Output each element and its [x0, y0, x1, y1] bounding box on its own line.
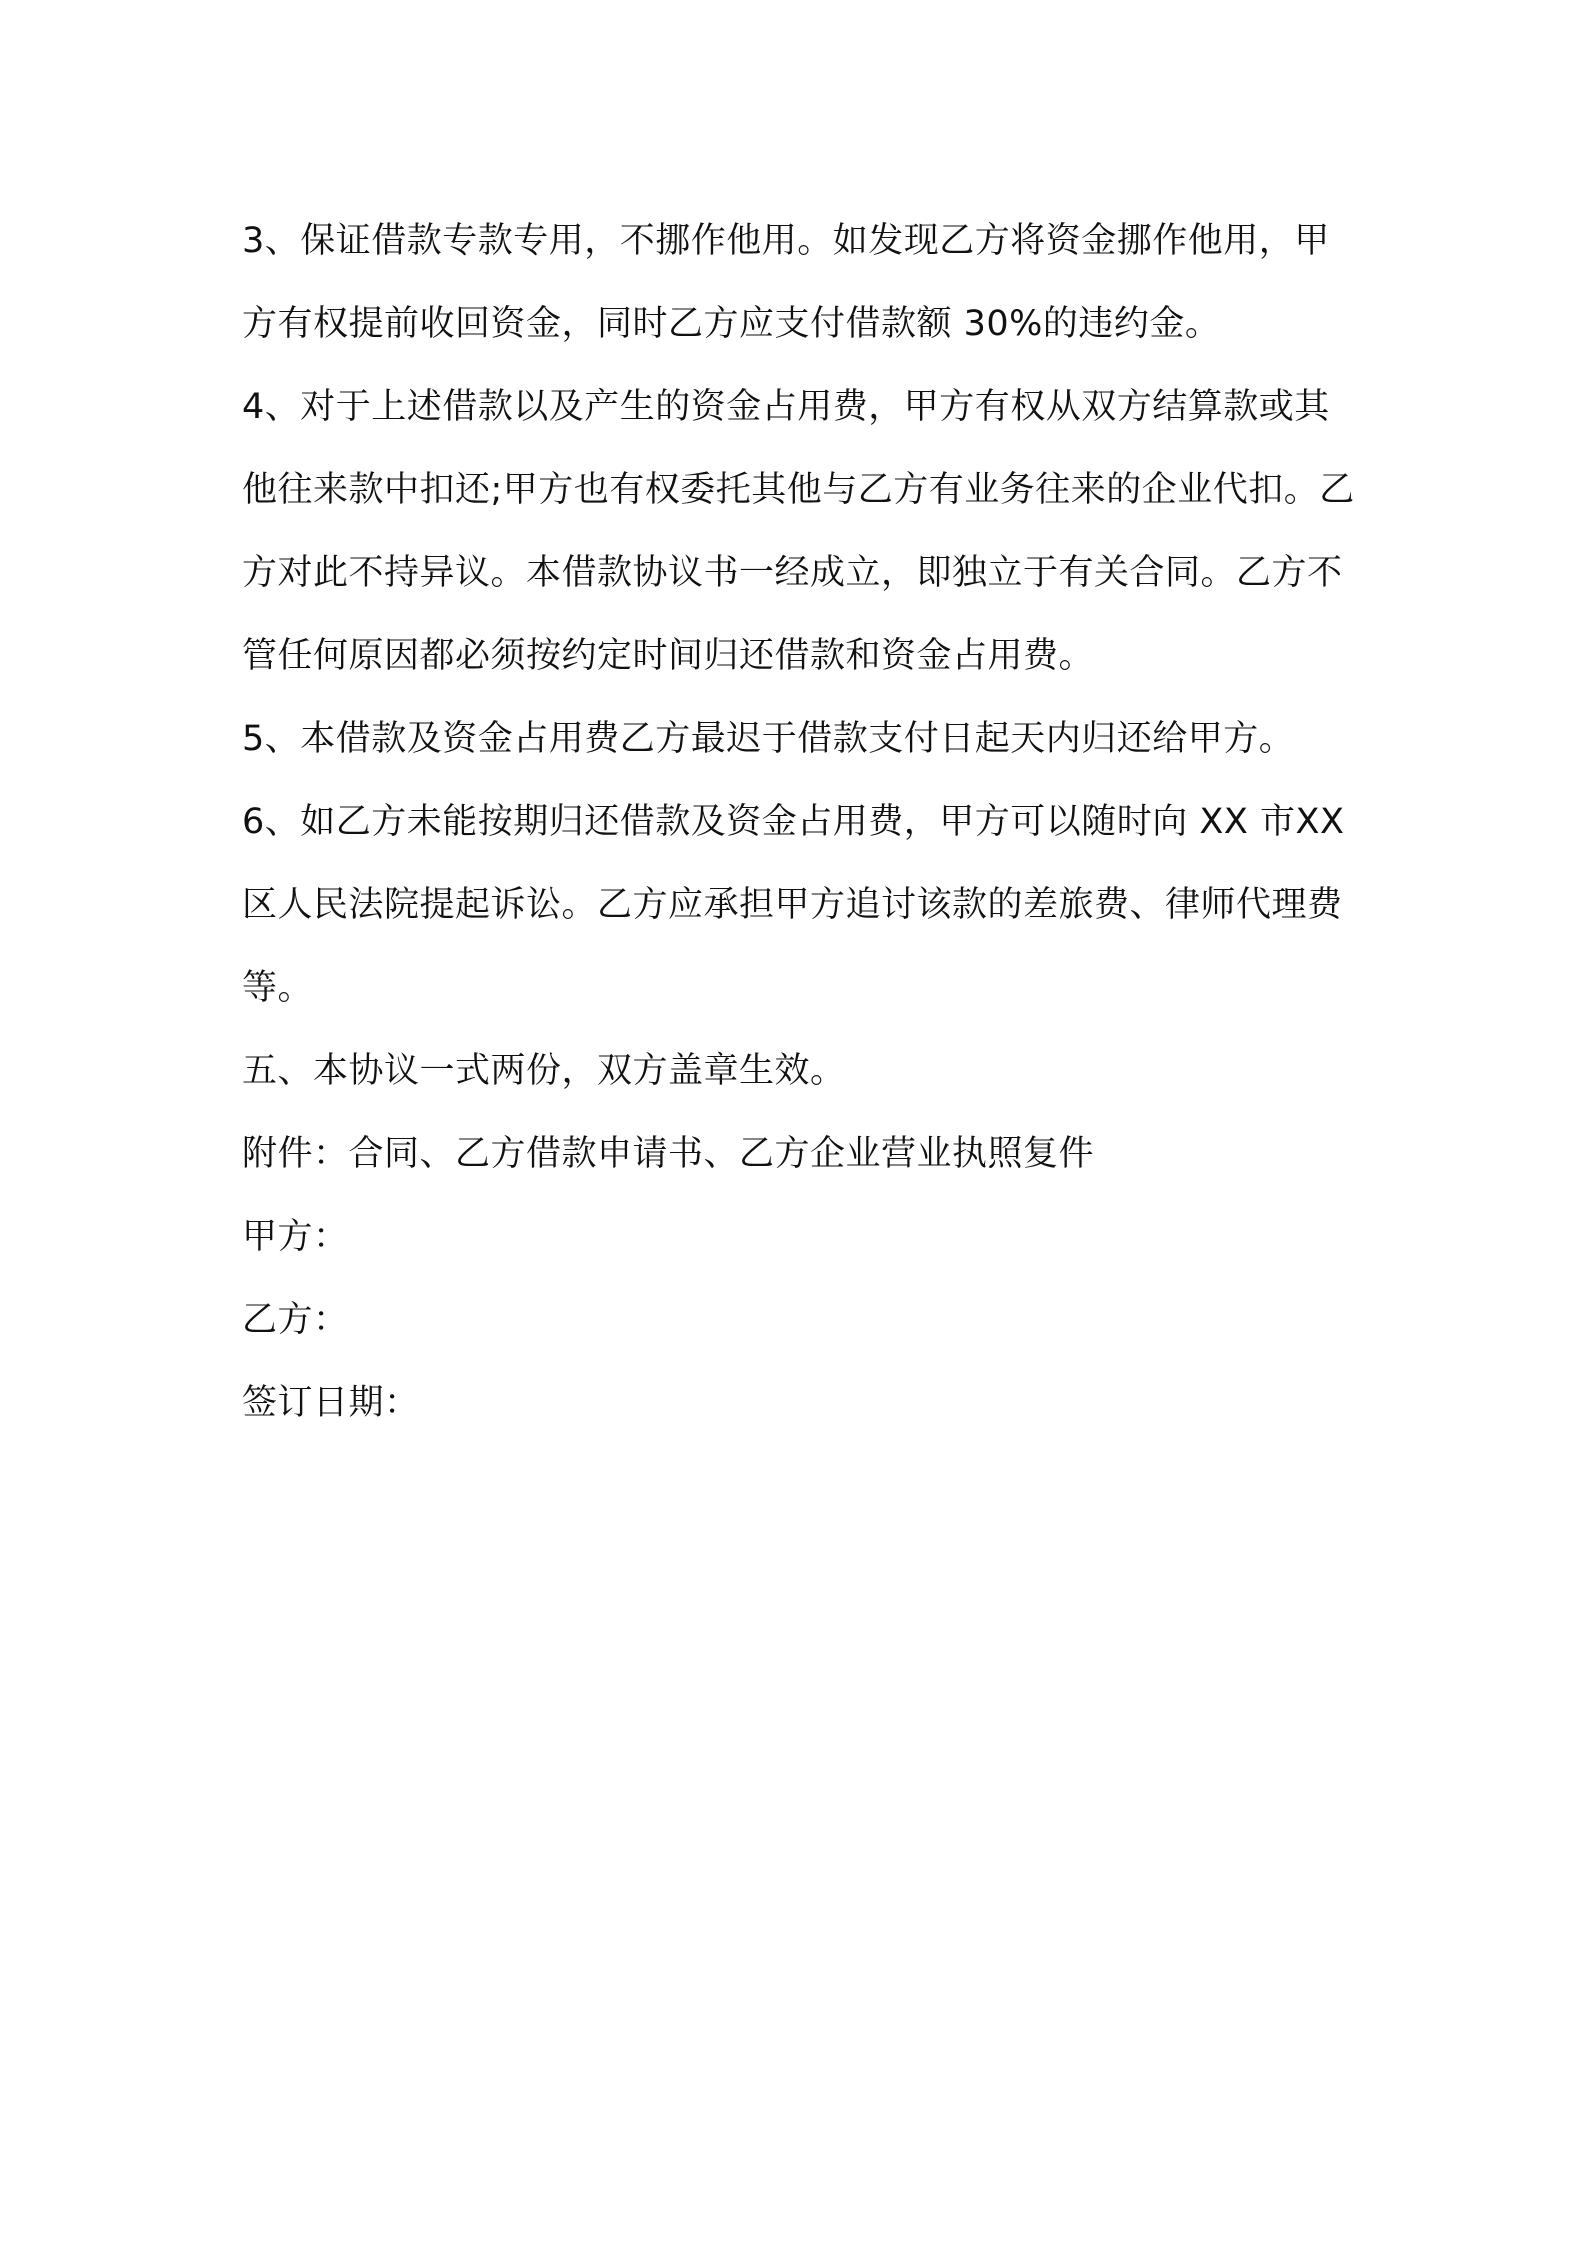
attachments-line: 附件：合同、乙方借款申请书、乙方企业营业执照复件 [242, 1134, 1095, 1174]
party-b-signature-line: 乙方： [242, 1300, 349, 1340]
section-5-copies: 五、本协议一式两份，双方盖章生效。 [242, 1051, 846, 1091]
clause-5: 5、本借款及资金占用费乙方最迟于借款支付日起天内归还给甲方。 [242, 719, 1295, 759]
document-body [242, 200, 1362, 1445]
clause-4: 4、对于上述借款以及产生的资金占用费，甲方有权从双方结算款或其他往来款中扣还;甲方也有权委托其他与乙方有业务往来的企业代扣。乙方对此不持异议。本借款协议书一经成立，即独立于有关合同。乙方不管任何原因都必须按约定时间归还借款和资金占用费。 [242, 387, 1355, 676]
clause-3: 3、保证借款专款专用，不挪作他用。如发现乙方将资金挪作他用，甲方有权提前收回资金，同时乙方应支付借款额 30%的违约金。 [242, 221, 1330, 344]
clause-6: 6、如乙方未能按期归还借款及资金占用费，甲方可以随时向 XX 市XX 区人民法院提起诉讼。乙方应承担甲方追讨该款的差旅费、律师代理费等。 [242, 802, 1345, 1008]
party-a-signature-line: 甲方： [242, 1217, 349, 1257]
signing-date-line: 签订日期： [242, 1383, 420, 1423]
